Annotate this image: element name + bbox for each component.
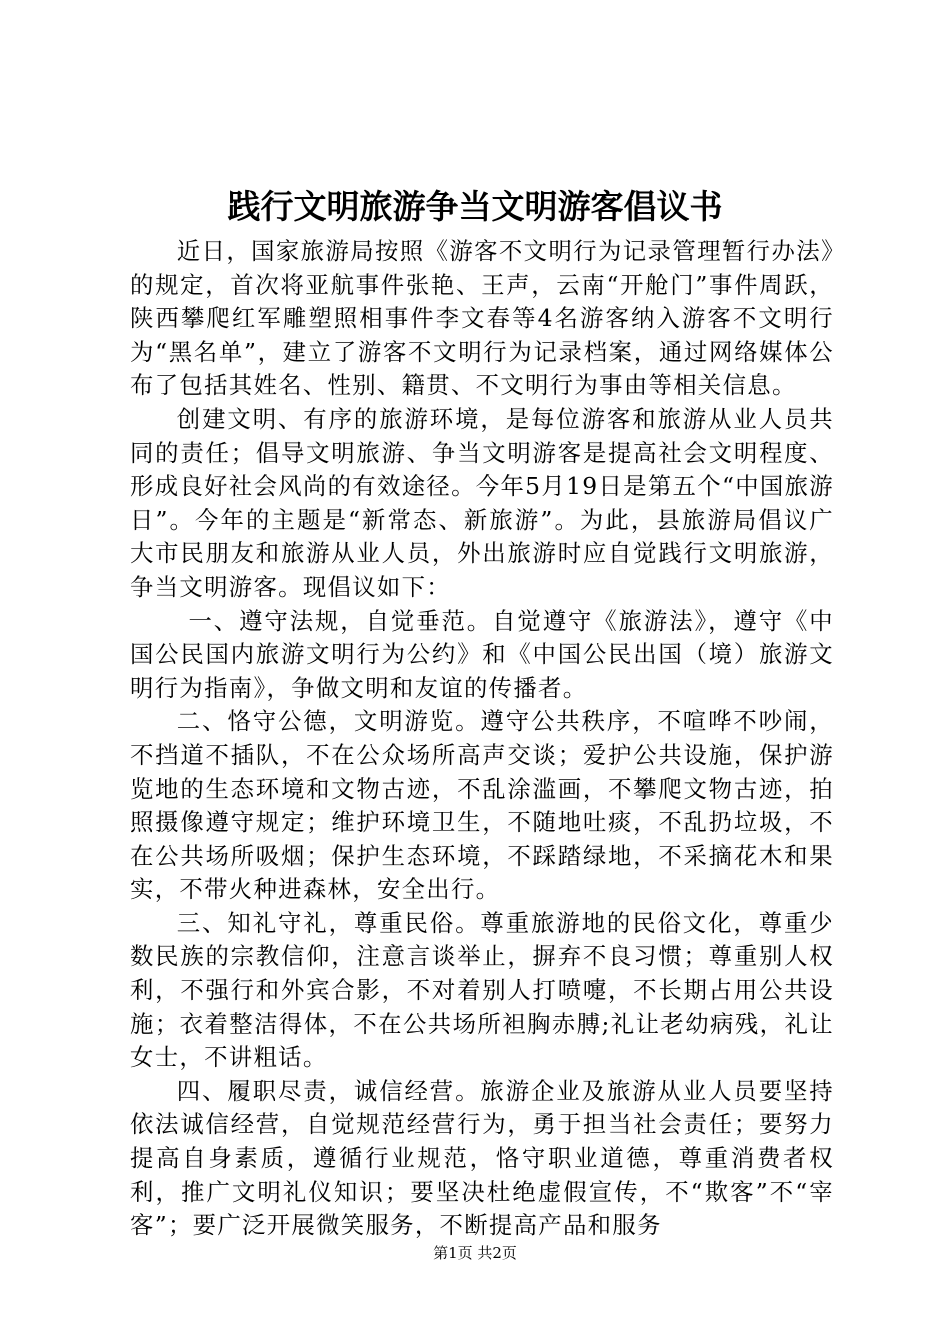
paragraph-responsibility: 创建文明、有序的旅游环境，是每位游客和旅游从业人员共同的责任；倡导文明旅游、争当文明游客是提高社会文明程度、形成良好社会风尚的有效途径。今年5月19日是第五个“中国旅游日”。今年的主题是“新常态、新旅游”。为此，县旅游局倡议广大市民朋友和旅游从业人员，外出旅游时应自觉践行文明旅游，争当文明游客。现倡议如下： xyxy=(130,404,834,601)
paragraph-item-3: 三、知礼守礼，尊重民俗。尊重旅游地的民俗文化，尊重少数民族的宗教信仰，注意言谈举止，摒弃不良习惯；尊重别人权利，不强行和外宾合影，不对着别人打喷嚏，不长期占用公共设施；衣着整洁得体，不在公共场所袒胸赤膊;礼让老幼病残，礼让女士，不讲粗话。 xyxy=(130,908,834,1072)
paragraph-item-2: 二、恪守公德，文明游览。遵守公共秩序，不喧哗不吵闹，不挡道不插队，不在公众场所高声交谈；爱护公共设施，保护游览地的生态环境和文物古迹，不乱涂滥画，不攀爬文物古迹，拍照摄像遵守规定；维护环境卫生，不随地吐痰，不乱扔垃圾，不在公共场所吸烟；保护生态环境，不踩踏绿地，不采摘花木和果实，不带火种进森林，安全出行。 xyxy=(130,707,834,904)
document-title: 践行文明旅游争当文明游客倡议书 xyxy=(227,187,723,226)
paragraph-intro: 近日，国家旅游局按照《游客不文明行为记录管理暂行办法》的规定，首次将亚航事件张艳、王声，云南“开舱门”事件周跃，陕西攀爬红军雕塑照相事件李文春等4名游客纳入游客不文明行为“黑名单”，建立了游客不文明行为记录档案，通过网络媒体公布了包括其姓名、性别、籍贯、不文明行为事由等相关信息。 xyxy=(130,237,834,400)
document-body xyxy=(130,235,834,1243)
paragraph-item-4: 四、履职尽责，诚信经营。旅游企业及旅游从业人员要坚持依法诚信经营，自觉规范经营行为，勇于担当社会责任；要努力提高自身素质，遵循行业规范，恪守职业道德，尊重消费者权利，推广文明礼仪知识；要坚决杜绝虚假宣传，不“欺客”不“宰客”；要广泛开展微笑服务，不断提高产品和服务 xyxy=(130,1076,834,1240)
page-number-footer: 第1页 共2页 xyxy=(433,1244,517,1262)
paragraph-item-1: 一、遵守法规，自觉垂范。自觉遵守《旅游法》，遵守《中国公民国内旅游文明行为公约》和《中国公民出国（境）旅游文明行为指南》，争做文明和友谊的传播者。 xyxy=(130,606,834,702)
